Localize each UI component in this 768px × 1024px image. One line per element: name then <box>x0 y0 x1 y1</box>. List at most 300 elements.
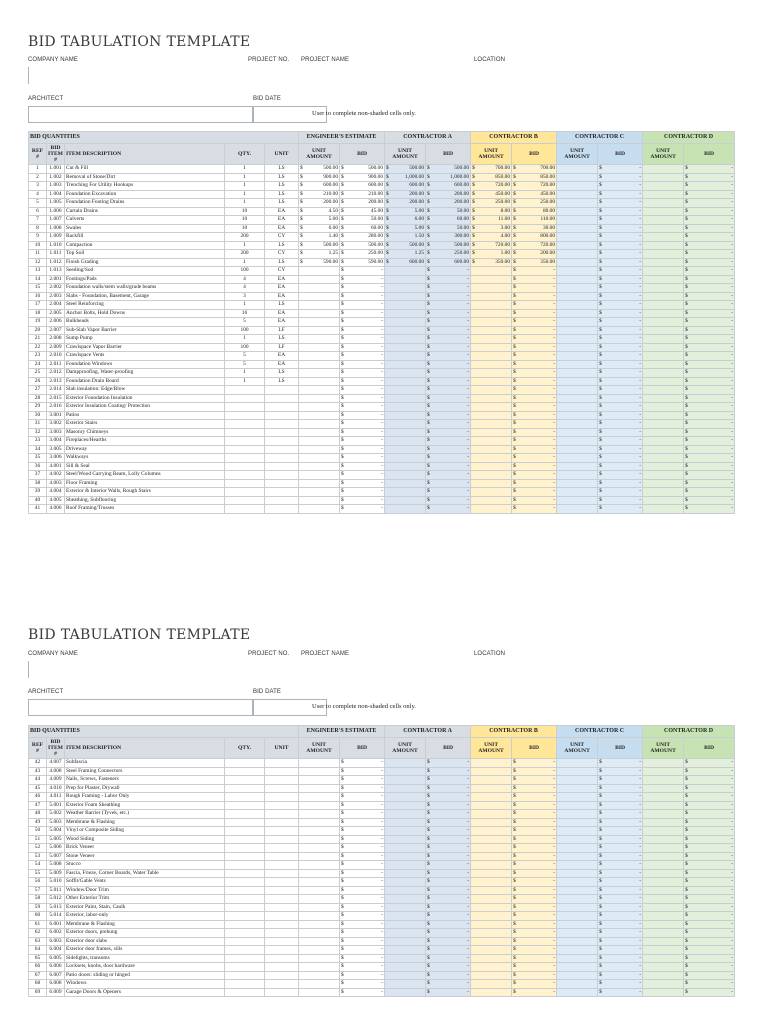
unit-cell[interactable] <box>265 462 299 471</box>
qty-cell[interactable]: 1 <box>225 165 265 174</box>
contractor-b-unit-amount-cell[interactable] <box>471 929 512 938</box>
contractor-d-unit-amount-cell[interactable] <box>643 284 684 293</box>
item-description-cell[interactable]: Stone Veneer <box>65 852 225 861</box>
contractor-d-unit-amount-cell[interactable] <box>643 479 684 488</box>
contractor-d-unit-amount-cell[interactable] <box>643 275 684 284</box>
item-description-cell[interactable]: Swales <box>65 224 225 233</box>
unit-cell[interactable] <box>265 869 299 878</box>
item-description-cell[interactable]: Compaction <box>65 241 225 250</box>
contractor-b-unit-amount-cell[interactable] <box>471 801 512 810</box>
contractor-b-unit-amount-cell[interactable] <box>471 386 512 395</box>
contractor-a-unit-amount-cell[interactable] <box>385 437 426 446</box>
contractor-b-unit-amount-cell[interactable] <box>471 462 512 471</box>
contractor-d-unit-amount-cell[interactable] <box>643 224 684 233</box>
unit-cell[interactable]: LS <box>265 369 299 378</box>
qty-cell[interactable]: 5 <box>225 352 265 361</box>
contractor-c-unit-amount-cell[interactable] <box>557 326 598 335</box>
qty-cell[interactable] <box>225 852 265 861</box>
contractor-b-unit-amount-cell[interactable] <box>471 318 512 327</box>
unit-cell[interactable] <box>265 886 299 895</box>
qty-cell[interactable] <box>225 971 265 980</box>
contractor-c-unit-amount-cell[interactable] <box>557 869 598 878</box>
unit-cell[interactable]: EA <box>265 292 299 301</box>
contractor-e-unit-amount-cell[interactable] <box>299 369 340 378</box>
qty-cell[interactable] <box>225 403 265 412</box>
qty-cell[interactable] <box>225 462 265 471</box>
item-description-cell[interactable]: Foundation Footing Drains <box>65 199 225 208</box>
contractor-c-unit-amount-cell[interactable] <box>557 759 598 768</box>
contractor-e-unit-amount-cell[interactable] <box>299 445 340 454</box>
contractor-e-unit-amount-cell[interactable] <box>299 852 340 861</box>
contractor-a-unit-amount-cell[interactable] <box>385 250 426 259</box>
item-description-cell[interactable]: Top Soil <box>65 250 225 259</box>
contractor-b-unit-amount-cell[interactable] <box>471 267 512 276</box>
contractor-b-unit-amount-cell[interactable] <box>471 428 512 437</box>
contractor-b-unit-amount-cell[interactable] <box>471 878 512 887</box>
contractor-b-unit-amount-cell[interactable] <box>471 869 512 878</box>
location-field[interactable] <box>474 67 734 84</box>
unit-cell[interactable]: EA <box>265 284 299 293</box>
contractor-a-unit-amount-cell[interactable] <box>385 776 426 785</box>
contractor-c-unit-amount-cell[interactable] <box>557 954 598 963</box>
contractor-a-unit-amount-cell[interactable] <box>385 233 426 242</box>
qty-cell[interactable] <box>225 776 265 785</box>
contractor-d-unit-amount-cell[interactable] <box>643 233 684 242</box>
qty-cell[interactable] <box>225 488 265 497</box>
contractor-e-unit-amount-cell[interactable] <box>299 250 340 259</box>
item-description-cell[interactable]: Sill & Seal <box>65 462 225 471</box>
item-description-cell[interactable]: Wood Siding <box>65 835 225 844</box>
contractor-e-unit-amount-cell[interactable] <box>299 318 340 327</box>
contractor-d-unit-amount-cell[interactable] <box>643 946 684 955</box>
unit-cell[interactable] <box>265 505 299 514</box>
qty-cell[interactable] <box>225 759 265 768</box>
qty-cell[interactable]: 200 <box>225 233 265 242</box>
qty-cell[interactable] <box>225 411 265 420</box>
contractor-a-unit-amount-cell[interactable] <box>385 852 426 861</box>
contractor-b-unit-amount-cell[interactable] <box>471 759 512 768</box>
contractor-c-unit-amount-cell[interactable] <box>557 318 598 327</box>
contractor-a-unit-amount-cell[interactable] <box>385 369 426 378</box>
contractor-e-unit-amount-cell[interactable] <box>299 326 340 335</box>
contractor-d-unit-amount-cell[interactable] <box>643 182 684 191</box>
qty-cell[interactable] <box>225 479 265 488</box>
contractor-b-unit-amount-cell[interactable] <box>471 182 512 191</box>
unit-cell[interactable] <box>265 895 299 904</box>
contractor-d-unit-amount-cell[interactable] <box>643 165 684 174</box>
contractor-a-unit-amount-cell[interactable] <box>385 920 426 929</box>
unit-cell[interactable] <box>265 428 299 437</box>
item-description-cell[interactable]: Soffit/Gable Vents <box>65 878 225 887</box>
contractor-d-unit-amount-cell[interactable] <box>643 369 684 378</box>
item-description-cell[interactable]: Fireplaces/Hearths <box>65 437 225 446</box>
contractor-a-unit-amount-cell[interactable] <box>385 946 426 955</box>
contractor-d-unit-amount-cell[interactable] <box>643 895 684 904</box>
unit-cell[interactable] <box>265 767 299 776</box>
contractor-d-unit-amount-cell[interactable] <box>643 309 684 318</box>
unit-cell[interactable]: LS <box>265 335 299 344</box>
contractor-e-unit-amount-cell[interactable] <box>299 844 340 853</box>
contractor-c-unit-amount-cell[interactable] <box>557 844 598 853</box>
contractor-d-unit-amount-cell[interactable] <box>643 386 684 395</box>
contractor-b-unit-amount-cell[interactable] <box>471 411 512 420</box>
qty-cell[interactable] <box>225 827 265 836</box>
contractor-a-unit-amount-cell[interactable] <box>385 971 426 980</box>
contractor-d-unit-amount-cell[interactable] <box>643 454 684 463</box>
item-description-cell[interactable]: Nails, Screws, Fasteners <box>65 776 225 785</box>
contractor-d-unit-amount-cell[interactable] <box>643 301 684 310</box>
unit-cell[interactable] <box>265 903 299 912</box>
contractor-b-unit-amount-cell[interactable] <box>471 360 512 369</box>
contractor-c-unit-amount-cell[interactable] <box>557 912 598 921</box>
contractor-c-unit-amount-cell[interactable] <box>557 428 598 437</box>
contractor-e-unit-amount-cell[interactable] <box>299 861 340 870</box>
qty-cell[interactable] <box>225 895 265 904</box>
unit-cell[interactable] <box>265 801 299 810</box>
contractor-d-unit-amount-cell[interactable] <box>643 394 684 403</box>
unit-cell[interactable]: LS <box>265 199 299 208</box>
contractor-a-unit-amount-cell[interactable] <box>385 318 426 327</box>
unit-cell[interactable]: EA <box>265 275 299 284</box>
contractor-c-unit-amount-cell[interactable] <box>557 920 598 929</box>
item-description-cell[interactable]: Slab insulation: Edge/Blow <box>65 386 225 395</box>
contractor-d-unit-amount-cell[interactable] <box>643 403 684 412</box>
contractor-a-unit-amount-cell[interactable] <box>385 462 426 471</box>
company-name-field[interactable] <box>29 67 249 84</box>
contractor-a-unit-amount-cell[interactable] <box>385 165 426 174</box>
contractor-d-unit-amount-cell[interactable] <box>643 326 684 335</box>
unit-cell[interactable] <box>265 386 299 395</box>
contractor-a-unit-amount-cell[interactable] <box>385 784 426 793</box>
contractor-c-unit-amount-cell[interactable] <box>557 343 598 352</box>
contractor-e-unit-amount-cell[interactable] <box>299 454 340 463</box>
contractor-c-unit-amount-cell[interactable] <box>557 292 598 301</box>
qty-cell[interactable]: 100 <box>225 343 265 352</box>
contractor-e-unit-amount-cell[interactable] <box>299 420 340 429</box>
contractor-c-unit-amount-cell[interactable] <box>557 301 598 310</box>
unit-cell[interactable] <box>265 394 299 403</box>
item-description-cell[interactable]: Seeding/Sod <box>65 267 225 276</box>
contractor-e-unit-amount-cell[interactable] <box>299 292 340 301</box>
contractor-e-unit-amount-cell[interactable] <box>299 801 340 810</box>
unit-cell[interactable] <box>265 937 299 946</box>
unit-cell[interactable]: EA <box>265 216 299 225</box>
item-description-cell[interactable]: Footings/Pads <box>65 275 225 284</box>
contractor-c-unit-amount-cell[interactable] <box>557 411 598 420</box>
contractor-b-unit-amount-cell[interactable] <box>471 971 512 980</box>
contractor-a-unit-amount-cell[interactable] <box>385 394 426 403</box>
contractor-d-unit-amount-cell[interactable] <box>643 852 684 861</box>
contractor-b-unit-amount-cell[interactable] <box>471 377 512 386</box>
contractor-b-unit-amount-cell[interactable] <box>471 284 512 293</box>
item-description-cell[interactable]: Steel Reinforcing <box>65 301 225 310</box>
contractor-e-unit-amount-cell[interactable] <box>299 224 340 233</box>
contractor-d-unit-amount-cell[interactable] <box>643 971 684 980</box>
contractor-d-unit-amount-cell[interactable] <box>643 462 684 471</box>
contractor-a-unit-amount-cell[interactable] <box>385 224 426 233</box>
contractor-c-unit-amount-cell[interactable] <box>557 377 598 386</box>
contractor-c-unit-amount-cell[interactable] <box>557 454 598 463</box>
contractor-e-unit-amount-cell[interactable] <box>299 241 340 250</box>
contractor-c-unit-amount-cell[interactable] <box>557 437 598 446</box>
contractor-c-unit-amount-cell[interactable] <box>557 165 598 174</box>
item-description-cell[interactable]: Crawlspace Vents <box>65 352 225 361</box>
qty-cell[interactable]: 1 <box>225 369 265 378</box>
item-description-cell[interactable]: Roof Framing/Trusses <box>65 505 225 514</box>
contractor-c-unit-amount-cell[interactable] <box>557 895 598 904</box>
contractor-b-unit-amount-cell[interactable] <box>471 844 512 853</box>
qty-cell[interactable]: 4 <box>225 284 265 293</box>
unit-cell[interactable]: LS <box>265 377 299 386</box>
contractor-d-unit-amount-cell[interactable] <box>643 793 684 802</box>
qty-cell[interactable] <box>225 767 265 776</box>
contractor-d-unit-amount-cell[interactable] <box>643 445 684 454</box>
contractor-b-unit-amount-cell[interactable] <box>471 165 512 174</box>
item-description-cell[interactable]: Sub-Slab Vapor Barrier <box>65 326 225 335</box>
qty-cell[interactable] <box>225 844 265 853</box>
contractor-a-unit-amount-cell[interactable] <box>385 326 426 335</box>
contractor-c-unit-amount-cell[interactable] <box>557 462 598 471</box>
contractor-a-unit-amount-cell[interactable] <box>385 954 426 963</box>
contractor-e-unit-amount-cell[interactable] <box>299 411 340 420</box>
contractor-a-unit-amount-cell[interactable] <box>385 352 426 361</box>
item-description-cell[interactable]: Exterior Stairs <box>65 420 225 429</box>
contractor-d-unit-amount-cell[interactable] <box>643 190 684 199</box>
contractor-e-unit-amount-cell[interactable] <box>299 869 340 878</box>
qty-cell[interactable]: 1 <box>225 258 265 267</box>
item-description-cell[interactable]: Fascia, Frieze, Corner Boards, Water Table <box>65 869 225 878</box>
contractor-e-unit-amount-cell[interactable] <box>299 258 340 267</box>
qty-cell[interactable] <box>225 869 265 878</box>
item-description-cell[interactable]: Locksets, knobs, door hardware <box>65 963 225 972</box>
contractor-d-unit-amount-cell[interactable] <box>643 954 684 963</box>
contractor-e-unit-amount-cell[interactable] <box>299 343 340 352</box>
contractor-b-unit-amount-cell[interactable] <box>471 394 512 403</box>
contractor-e-unit-amount-cell[interactable] <box>299 912 340 921</box>
qty-cell[interactable]: 1 <box>225 241 265 250</box>
qty-cell[interactable] <box>225 454 265 463</box>
contractor-c-unit-amount-cell[interactable] <box>557 445 598 454</box>
unit-cell[interactable] <box>265 793 299 802</box>
contractor-b-unit-amount-cell[interactable] <box>471 861 512 870</box>
qty-cell[interactable] <box>225 471 265 480</box>
contractor-a-unit-amount-cell[interactable] <box>385 937 426 946</box>
contractor-c-unit-amount-cell[interactable] <box>557 929 598 938</box>
qty-cell[interactable]: 4 <box>225 275 265 284</box>
qty-cell[interactable] <box>225 437 265 446</box>
contractor-b-unit-amount-cell[interactable] <box>471 309 512 318</box>
contractor-b-unit-amount-cell[interactable] <box>471 810 512 819</box>
item-description-cell[interactable]: Foundation Windows <box>65 360 225 369</box>
contractor-e-unit-amount-cell[interactable] <box>299 810 340 819</box>
contractor-a-unit-amount-cell[interactable] <box>385 377 426 386</box>
contractor-a-unit-amount-cell[interactable] <box>385 844 426 853</box>
unit-cell[interactable]: CY <box>265 233 299 242</box>
qty-cell[interactable] <box>225 929 265 938</box>
contractor-b-unit-amount-cell[interactable] <box>471 920 512 929</box>
qty-cell[interactable] <box>225 505 265 514</box>
contractor-b-unit-amount-cell[interactable] <box>471 454 512 463</box>
contractor-b-unit-amount-cell[interactable] <box>471 818 512 827</box>
item-description-cell[interactable]: Windows <box>65 980 225 989</box>
contractor-a-unit-amount-cell[interactable] <box>385 403 426 412</box>
project-no-field[interactable] <box>248 67 301 84</box>
item-description-cell[interactable]: Steel Framing Connectors <box>65 767 225 776</box>
contractor-d-unit-amount-cell[interactable] <box>643 988 684 997</box>
item-description-cell[interactable]: Sheathing, Subflooring <box>65 496 225 505</box>
item-description-cell[interactable]: Subfascia <box>65 759 225 768</box>
contractor-b-unit-amount-cell[interactable] <box>471 326 512 335</box>
qty-cell[interactable] <box>225 980 265 989</box>
contractor-e-unit-amount-cell[interactable] <box>299 207 340 216</box>
qty-cell[interactable] <box>225 818 265 827</box>
qty-cell[interactable] <box>225 793 265 802</box>
contractor-a-unit-amount-cell[interactable] <box>385 479 426 488</box>
contractor-d-unit-amount-cell[interactable] <box>643 776 684 785</box>
contractor-c-unit-amount-cell[interactable] <box>557 275 598 284</box>
unit-cell[interactable] <box>265 963 299 972</box>
contractor-a-unit-amount-cell[interactable] <box>385 793 426 802</box>
item-description-cell[interactable]: Bulkheads <box>65 318 225 327</box>
qty-cell[interactable]: 1 <box>225 173 265 182</box>
unit-cell[interactable] <box>265 454 299 463</box>
qty-cell[interactable] <box>225 937 265 946</box>
contractor-c-unit-amount-cell[interactable] <box>557 284 598 293</box>
contractor-c-unit-amount-cell[interactable] <box>557 173 598 182</box>
contractor-b-unit-amount-cell[interactable] <box>471 776 512 785</box>
contractor-d-unit-amount-cell[interactable] <box>643 505 684 514</box>
item-description-cell[interactable]: Membrane & Flashing <box>65 818 225 827</box>
contractor-d-unit-amount-cell[interactable] <box>643 216 684 225</box>
contractor-a-unit-amount-cell[interactable] <box>385 267 426 276</box>
qty-cell[interactable]: 3 <box>225 292 265 301</box>
contractor-d-unit-amount-cell[interactable] <box>643 963 684 972</box>
contractor-b-unit-amount-cell[interactable] <box>471 190 512 199</box>
contractor-a-unit-amount-cell[interactable] <box>385 216 426 225</box>
contractor-d-unit-amount-cell[interactable] <box>643 784 684 793</box>
contractor-d-unit-amount-cell[interactable] <box>643 810 684 819</box>
contractor-c-unit-amount-cell[interactable] <box>557 810 598 819</box>
item-description-cell[interactable]: Trenching For Utility Hookups <box>65 182 225 191</box>
unit-cell[interactable] <box>265 878 299 887</box>
unit-cell[interactable] <box>265 912 299 921</box>
contractor-e-unit-amount-cell[interactable] <box>299 173 340 182</box>
contractor-c-unit-amount-cell[interactable] <box>557 946 598 955</box>
contractor-e-unit-amount-cell[interactable] <box>299 954 340 963</box>
item-description-cell[interactable]: Culverts <box>65 216 225 225</box>
contractor-b-unit-amount-cell[interactable] <box>471 343 512 352</box>
contractor-c-unit-amount-cell[interactable] <box>557 224 598 233</box>
contractor-e-unit-amount-cell[interactable] <box>299 462 340 471</box>
contractor-e-unit-amount-cell[interactable] <box>299 767 340 776</box>
contractor-b-unit-amount-cell[interactable] <box>471 403 512 412</box>
contractor-c-unit-amount-cell[interactable] <box>557 937 598 946</box>
unit-cell[interactable] <box>265 411 299 420</box>
contractor-c-unit-amount-cell[interactable] <box>557 479 598 488</box>
contractor-a-unit-amount-cell[interactable] <box>385 173 426 182</box>
qty-cell[interactable] <box>225 784 265 793</box>
qty-cell[interactable]: 10 <box>225 216 265 225</box>
unit-cell[interactable] <box>265 861 299 870</box>
item-description-cell[interactable]: Patios <box>65 411 225 420</box>
contractor-a-unit-amount-cell[interactable] <box>385 861 426 870</box>
contractor-e-unit-amount-cell[interactable] <box>299 903 340 912</box>
contractor-a-unit-amount-cell[interactable] <box>385 988 426 997</box>
qty-cell[interactable]: 1 <box>225 182 265 191</box>
contractor-b-unit-amount-cell[interactable] <box>471 224 512 233</box>
contractor-e-unit-amount-cell[interactable] <box>299 886 340 895</box>
contractor-c-unit-amount-cell[interactable] <box>557 207 598 216</box>
contractor-e-unit-amount-cell[interactable] <box>299 479 340 488</box>
contractor-e-unit-amount-cell[interactable] <box>299 827 340 836</box>
unit-cell[interactable] <box>265 810 299 819</box>
contractor-b-unit-amount-cell[interactable] <box>471 335 512 344</box>
item-description-cell[interactable]: Driveway <box>65 445 225 454</box>
contractor-a-unit-amount-cell[interactable] <box>385 182 426 191</box>
contractor-d-unit-amount-cell[interactable] <box>643 937 684 946</box>
contractor-b-unit-amount-cell[interactable] <box>471 835 512 844</box>
contractor-e-unit-amount-cell[interactable] <box>299 301 340 310</box>
unit-cell[interactable] <box>265 403 299 412</box>
contractor-b-unit-amount-cell[interactable] <box>471 895 512 904</box>
item-description-cell[interactable]: Patio doors: sliding or hinged <box>65 971 225 980</box>
contractor-e-unit-amount-cell[interactable] <box>299 360 340 369</box>
contractor-c-unit-amount-cell[interactable] <box>557 496 598 505</box>
contractor-d-unit-amount-cell[interactable] <box>643 980 684 989</box>
contractor-c-unit-amount-cell[interactable] <box>557 199 598 208</box>
contractor-e-unit-amount-cell[interactable] <box>299 275 340 284</box>
contractor-a-unit-amount-cell[interactable] <box>385 207 426 216</box>
architect-field[interactable] <box>28 106 253 123</box>
contractor-d-unit-amount-cell[interactable] <box>643 869 684 878</box>
contractor-d-unit-amount-cell[interactable] <box>643 267 684 276</box>
contractor-e-unit-amount-cell[interactable] <box>299 980 340 989</box>
item-description-cell[interactable]: Dampproofing, Water-proofing <box>65 369 225 378</box>
unit-cell[interactable] <box>265 971 299 980</box>
item-description-cell[interactable]: Floor Framing <box>65 479 225 488</box>
item-description-cell[interactable]: Exterior, labor-only <box>65 912 225 921</box>
item-description-cell[interactable]: Garage Doors & Openers <box>65 988 225 997</box>
item-description-cell[interactable]: Exterior doors, prehung <box>65 929 225 938</box>
contractor-c-unit-amount-cell[interactable] <box>557 903 598 912</box>
contractor-b-unit-amount-cell[interactable] <box>471 980 512 989</box>
contractor-c-unit-amount-cell[interactable] <box>557 233 598 242</box>
contractor-a-unit-amount-cell[interactable] <box>385 454 426 463</box>
item-description-cell[interactable]: Exterior door frames, sills <box>65 946 225 955</box>
item-description-cell[interactable]: Removal of Stone/Dirt <box>65 173 225 182</box>
contractor-a-unit-amount-cell[interactable] <box>385 818 426 827</box>
qty-cell[interactable] <box>225 386 265 395</box>
qty-cell[interactable]: 1 <box>225 199 265 208</box>
unit-cell[interactable]: LS <box>265 165 299 174</box>
contractor-d-unit-amount-cell[interactable] <box>643 878 684 887</box>
contractor-a-unit-amount-cell[interactable] <box>385 903 426 912</box>
unit-cell[interactable] <box>265 759 299 768</box>
unit-cell[interactable] <box>265 920 299 929</box>
unit-cell[interactable] <box>265 835 299 844</box>
contractor-e-unit-amount-cell[interactable] <box>299 920 340 929</box>
contractor-d-unit-amount-cell[interactable] <box>643 199 684 208</box>
item-description-cell[interactable]: Exterior Insulation Coating/ Protection <box>65 403 225 412</box>
contractor-c-unit-amount-cell[interactable] <box>557 182 598 191</box>
unit-cell[interactable] <box>265 946 299 955</box>
contractor-d-unit-amount-cell[interactable] <box>643 411 684 420</box>
unit-cell[interactable] <box>265 852 299 861</box>
contractor-e-unit-amount-cell[interactable] <box>299 895 340 904</box>
item-description-cell[interactable]: Exterior & Interior Walls, Rough Stairs <box>65 488 225 497</box>
contractor-e-unit-amount-cell[interactable] <box>299 377 340 386</box>
contractor-d-unit-amount-cell[interactable] <box>643 903 684 912</box>
